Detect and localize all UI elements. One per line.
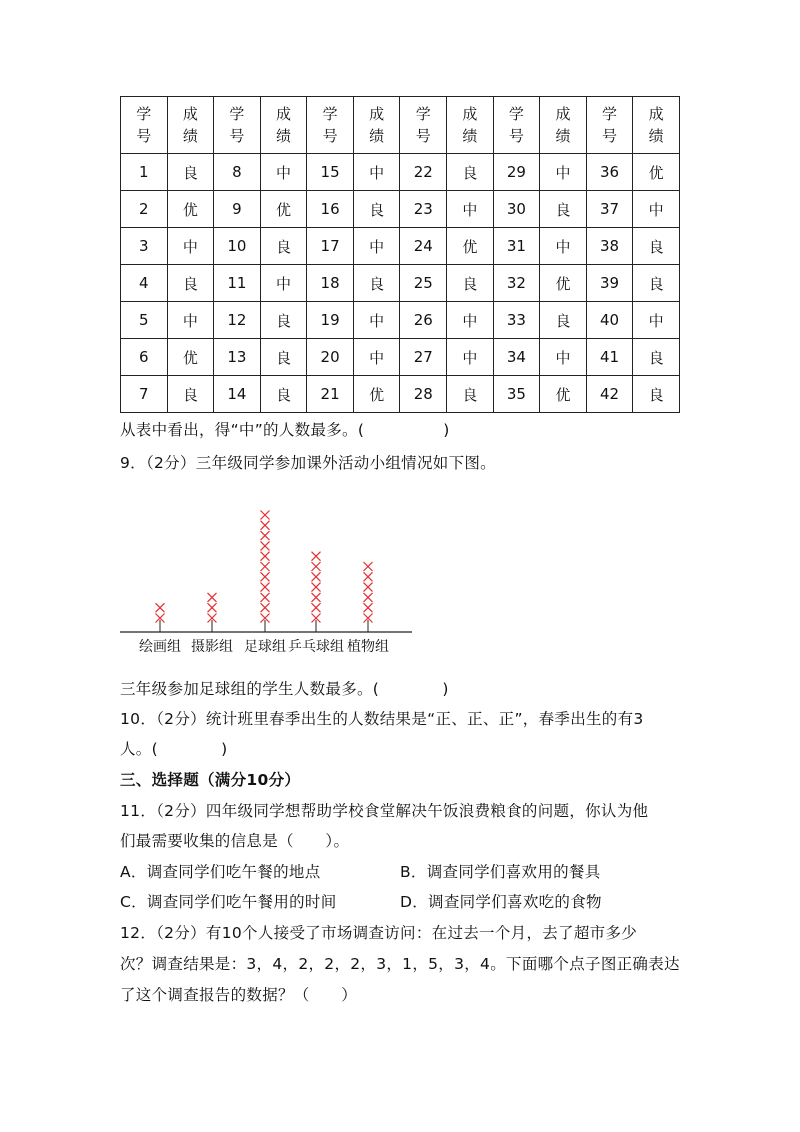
table-header-cell <box>260 97 307 154</box>
table-header-label: 成绩 <box>462 105 478 145</box>
dot-plot-cross-mark <box>261 593 270 602</box>
grade-cell: 中 <box>447 339 494 376</box>
grade-cell: 中 <box>167 228 214 265</box>
grade-cell: 良 <box>633 265 680 302</box>
grade-cell: 中 <box>633 191 680 228</box>
dot-plot-cross-mark <box>364 593 373 602</box>
dot-plot-cross-mark <box>208 603 217 612</box>
grade-cell: 中 <box>353 302 400 339</box>
student-number-cell: 13 <box>214 339 261 376</box>
student-number-cell: 30 <box>493 191 540 228</box>
table-header-row <box>121 97 680 154</box>
grade-cell: 良 <box>633 376 680 413</box>
q9-statement: 三年级参加足球组的学生人数最多。( ) <box>120 680 449 698</box>
student-number-cell: 40 <box>586 302 633 339</box>
student-number-cell: 22 <box>400 154 447 191</box>
student-number-cell: 5 <box>121 302 168 339</box>
grade-cell: 中 <box>633 302 680 339</box>
table-row <box>121 191 680 228</box>
table-header-cell <box>586 97 633 154</box>
dot-plot-cross-mark <box>364 562 373 571</box>
table-header-cell <box>493 97 540 154</box>
dot-plot-cross-mark <box>364 583 373 592</box>
dot-plot-cross-mark <box>261 603 270 612</box>
grade-cell: 良 <box>633 228 680 265</box>
table-header-cell <box>400 97 447 154</box>
dot-plot-cross-mark <box>261 572 270 581</box>
student-number-cell: 36 <box>586 154 633 191</box>
dot-plot-cross-mark <box>312 583 321 592</box>
student-number-cell: 33 <box>493 302 540 339</box>
student-number-cell: 12 <box>214 302 261 339</box>
student-number-cell: 42 <box>586 376 633 413</box>
grade-cell: 中 <box>540 339 587 376</box>
table-header-label: 学号 <box>415 105 431 145</box>
grade-cell: 良 <box>167 265 214 302</box>
student-number-cell: 17 <box>307 228 354 265</box>
table-header-cell <box>633 97 680 154</box>
grade-cell: 良 <box>260 376 307 413</box>
table-header-cell <box>447 97 494 154</box>
table-header-label: 成绩 <box>276 105 292 145</box>
student-number-cell: 32 <box>493 265 540 302</box>
student-number-cell: 39 <box>586 265 633 302</box>
student-number-cell: 27 <box>400 339 447 376</box>
grade-cell: 良 <box>540 191 587 228</box>
q11-option-a: A．调查同学们吃午餐的地点 <box>120 863 321 881</box>
student-number-cell: 23 <box>400 191 447 228</box>
grade-cell: 良 <box>447 265 494 302</box>
grade-cell: 优 <box>633 154 680 191</box>
grade-cell: 优 <box>260 191 307 228</box>
table-header-label: 学号 <box>322 105 338 145</box>
grade-cell: 良 <box>447 154 494 191</box>
grade-cell: 良 <box>447 376 494 413</box>
grade-cell: 优 <box>167 191 214 228</box>
student-number-cell: 14 <box>214 376 261 413</box>
student-number-cell: 31 <box>493 228 540 265</box>
student-number-cell: 18 <box>307 265 354 302</box>
dot-plot-cross-mark <box>156 603 165 612</box>
student-number-cell: 11 <box>214 265 261 302</box>
grade-cell: 优 <box>540 265 587 302</box>
student-number-cell: 8 <box>214 154 261 191</box>
table-header-cell <box>214 97 261 154</box>
grade-cell: 良 <box>633 339 680 376</box>
table-header-label: 学号 <box>229 105 245 145</box>
table-row <box>121 265 680 302</box>
dot-plot-category-label: 乒乓球组 <box>288 639 344 655</box>
student-number-cell: 20 <box>307 339 354 376</box>
q11-line2: 们最需要收集的信息是（ ）。 <box>120 832 350 850</box>
q11-line1: 11．（2分）四年级同学想帮助学校食堂解决午饭浪费粮食的问题，你认为他 <box>120 802 649 820</box>
q11-option-d: D．调查同学们喜欢吃的食物 <box>400 893 602 911</box>
table-header-label: 成绩 <box>182 105 198 145</box>
student-number-cell: 1 <box>121 154 168 191</box>
student-number-cell: 6 <box>121 339 168 376</box>
grade-cell: 良 <box>167 376 214 413</box>
table-header-cell <box>540 97 587 154</box>
dot-plot-category-label: 植物组 <box>347 639 389 655</box>
grade-cell: 中 <box>353 154 400 191</box>
grade-cell: 中 <box>353 228 400 265</box>
table-row <box>121 302 680 339</box>
grade-cell: 中 <box>260 265 307 302</box>
section3-title: 三、选择题（满分10分） <box>120 771 301 789</box>
grade-cell: 优 <box>167 339 214 376</box>
student-number-cell: 19 <box>307 302 354 339</box>
table-row <box>121 339 680 376</box>
dot-plot-cross-mark <box>312 552 321 561</box>
student-number-cell: 34 <box>493 339 540 376</box>
table-header-label: 成绩 <box>555 105 571 145</box>
q12-line1: 12．（2分）有10个人接受了市场调查访问：在过去一个月，去了超市多少 <box>120 924 638 942</box>
grade-cell: 良 <box>260 228 307 265</box>
student-number-cell: 9 <box>214 191 261 228</box>
dot-plot-cross-mark <box>364 603 373 612</box>
student-number-cell: 4 <box>121 265 168 302</box>
table-header-cell <box>167 97 214 154</box>
student-number-cell: 16 <box>307 191 354 228</box>
table-header-cell <box>307 97 354 154</box>
table-row <box>121 376 680 413</box>
dot-plot-category-label: 足球组 <box>244 639 286 655</box>
q10-line1: 10．（2分）统计班里春季出生的人数结果是“正、正、正”，春季出生的有3 <box>120 710 644 728</box>
dot-plot-cross-mark <box>312 603 321 612</box>
dot-plot-category-label: 摄影组 <box>191 639 233 655</box>
table-row <box>121 228 680 265</box>
grade-cell: 中 <box>167 302 214 339</box>
grade-cell: 良 <box>260 302 307 339</box>
q12-line2: 次？调查结果是：3，4，2，2，2，3，1，5，3，4。下面哪个点子图正确表达 <box>120 955 680 973</box>
dot-plot-cross-mark <box>261 552 270 561</box>
student-number-cell: 7 <box>121 376 168 413</box>
grade-cell: 中 <box>540 154 587 191</box>
grade-cell: 良 <box>353 191 400 228</box>
student-number-cell: 38 <box>586 228 633 265</box>
grade-cell: 良 <box>260 339 307 376</box>
grade-cell: 优 <box>540 376 587 413</box>
dot-plot-cross-mark <box>261 521 270 530</box>
student-number-cell: 10 <box>214 228 261 265</box>
q10-line2: 人。( ) <box>120 740 228 758</box>
activity-dot-plot <box>120 480 420 660</box>
grade-cell: 中 <box>540 228 587 265</box>
table-header-label: 学号 <box>508 105 524 145</box>
dot-plot-cross-mark <box>364 572 373 581</box>
dot-plot-cross-mark <box>312 562 321 571</box>
student-number-cell: 25 <box>400 265 447 302</box>
student-number-cell: 2 <box>121 191 168 228</box>
dot-plot-cross-mark <box>208 593 217 602</box>
dot-plot-cross-mark <box>261 511 270 520</box>
q11-option-c: C．调查同学们吃午餐用的时间 <box>120 893 337 911</box>
grades-table <box>120 96 680 413</box>
grade-cell: 良 <box>540 302 587 339</box>
dot-plot-cross-mark <box>261 562 270 571</box>
table-header-cell <box>353 97 400 154</box>
student-number-cell: 35 <box>493 376 540 413</box>
student-number-cell: 37 <box>586 191 633 228</box>
q11-option-b: B．调查同学们喜欢用的餐具 <box>400 863 601 881</box>
q12-line3: 了这个调查报告的数据？（ ） <box>120 986 358 1004</box>
dot-plot-cross-mark <box>261 583 270 592</box>
q9-prompt: 9．（2分）三年级同学参加课外活动小组情况如下图。 <box>120 454 496 472</box>
student-number-cell: 21 <box>307 376 354 413</box>
q8-statement: 从表中看出，得“中”的人数最多。( ) <box>120 421 450 439</box>
student-number-cell: 41 <box>586 339 633 376</box>
student-number-cell: 26 <box>400 302 447 339</box>
student-number-cell: 28 <box>400 376 447 413</box>
dot-plot-cross-mark <box>312 593 321 602</box>
grade-cell: 优 <box>447 228 494 265</box>
dot-plot-cross-mark <box>261 541 270 550</box>
student-number-cell: 29 <box>493 154 540 191</box>
table-row <box>121 154 680 191</box>
grade-cell: 中 <box>260 154 307 191</box>
student-number-cell: 3 <box>121 228 168 265</box>
student-number-cell: 15 <box>307 154 354 191</box>
dot-plot-cross-mark <box>261 531 270 540</box>
student-number-cell: 24 <box>400 228 447 265</box>
grade-cell: 中 <box>447 191 494 228</box>
grade-cell: 良 <box>353 265 400 302</box>
grade-cell: 优 <box>353 376 400 413</box>
dot-plot-category-label: 绘画组 <box>139 639 181 655</box>
table-header-label: 成绩 <box>369 105 385 145</box>
table-header-label: 学号 <box>602 105 618 145</box>
grade-cell: 中 <box>353 339 400 376</box>
grade-cell: 良 <box>167 154 214 191</box>
table-header-label: 学号 <box>136 105 152 145</box>
dot-plot-cross-mark <box>312 572 321 581</box>
table-header-label: 成绩 <box>648 105 664 145</box>
table-header-cell <box>121 97 168 154</box>
grade-cell: 中 <box>447 302 494 339</box>
